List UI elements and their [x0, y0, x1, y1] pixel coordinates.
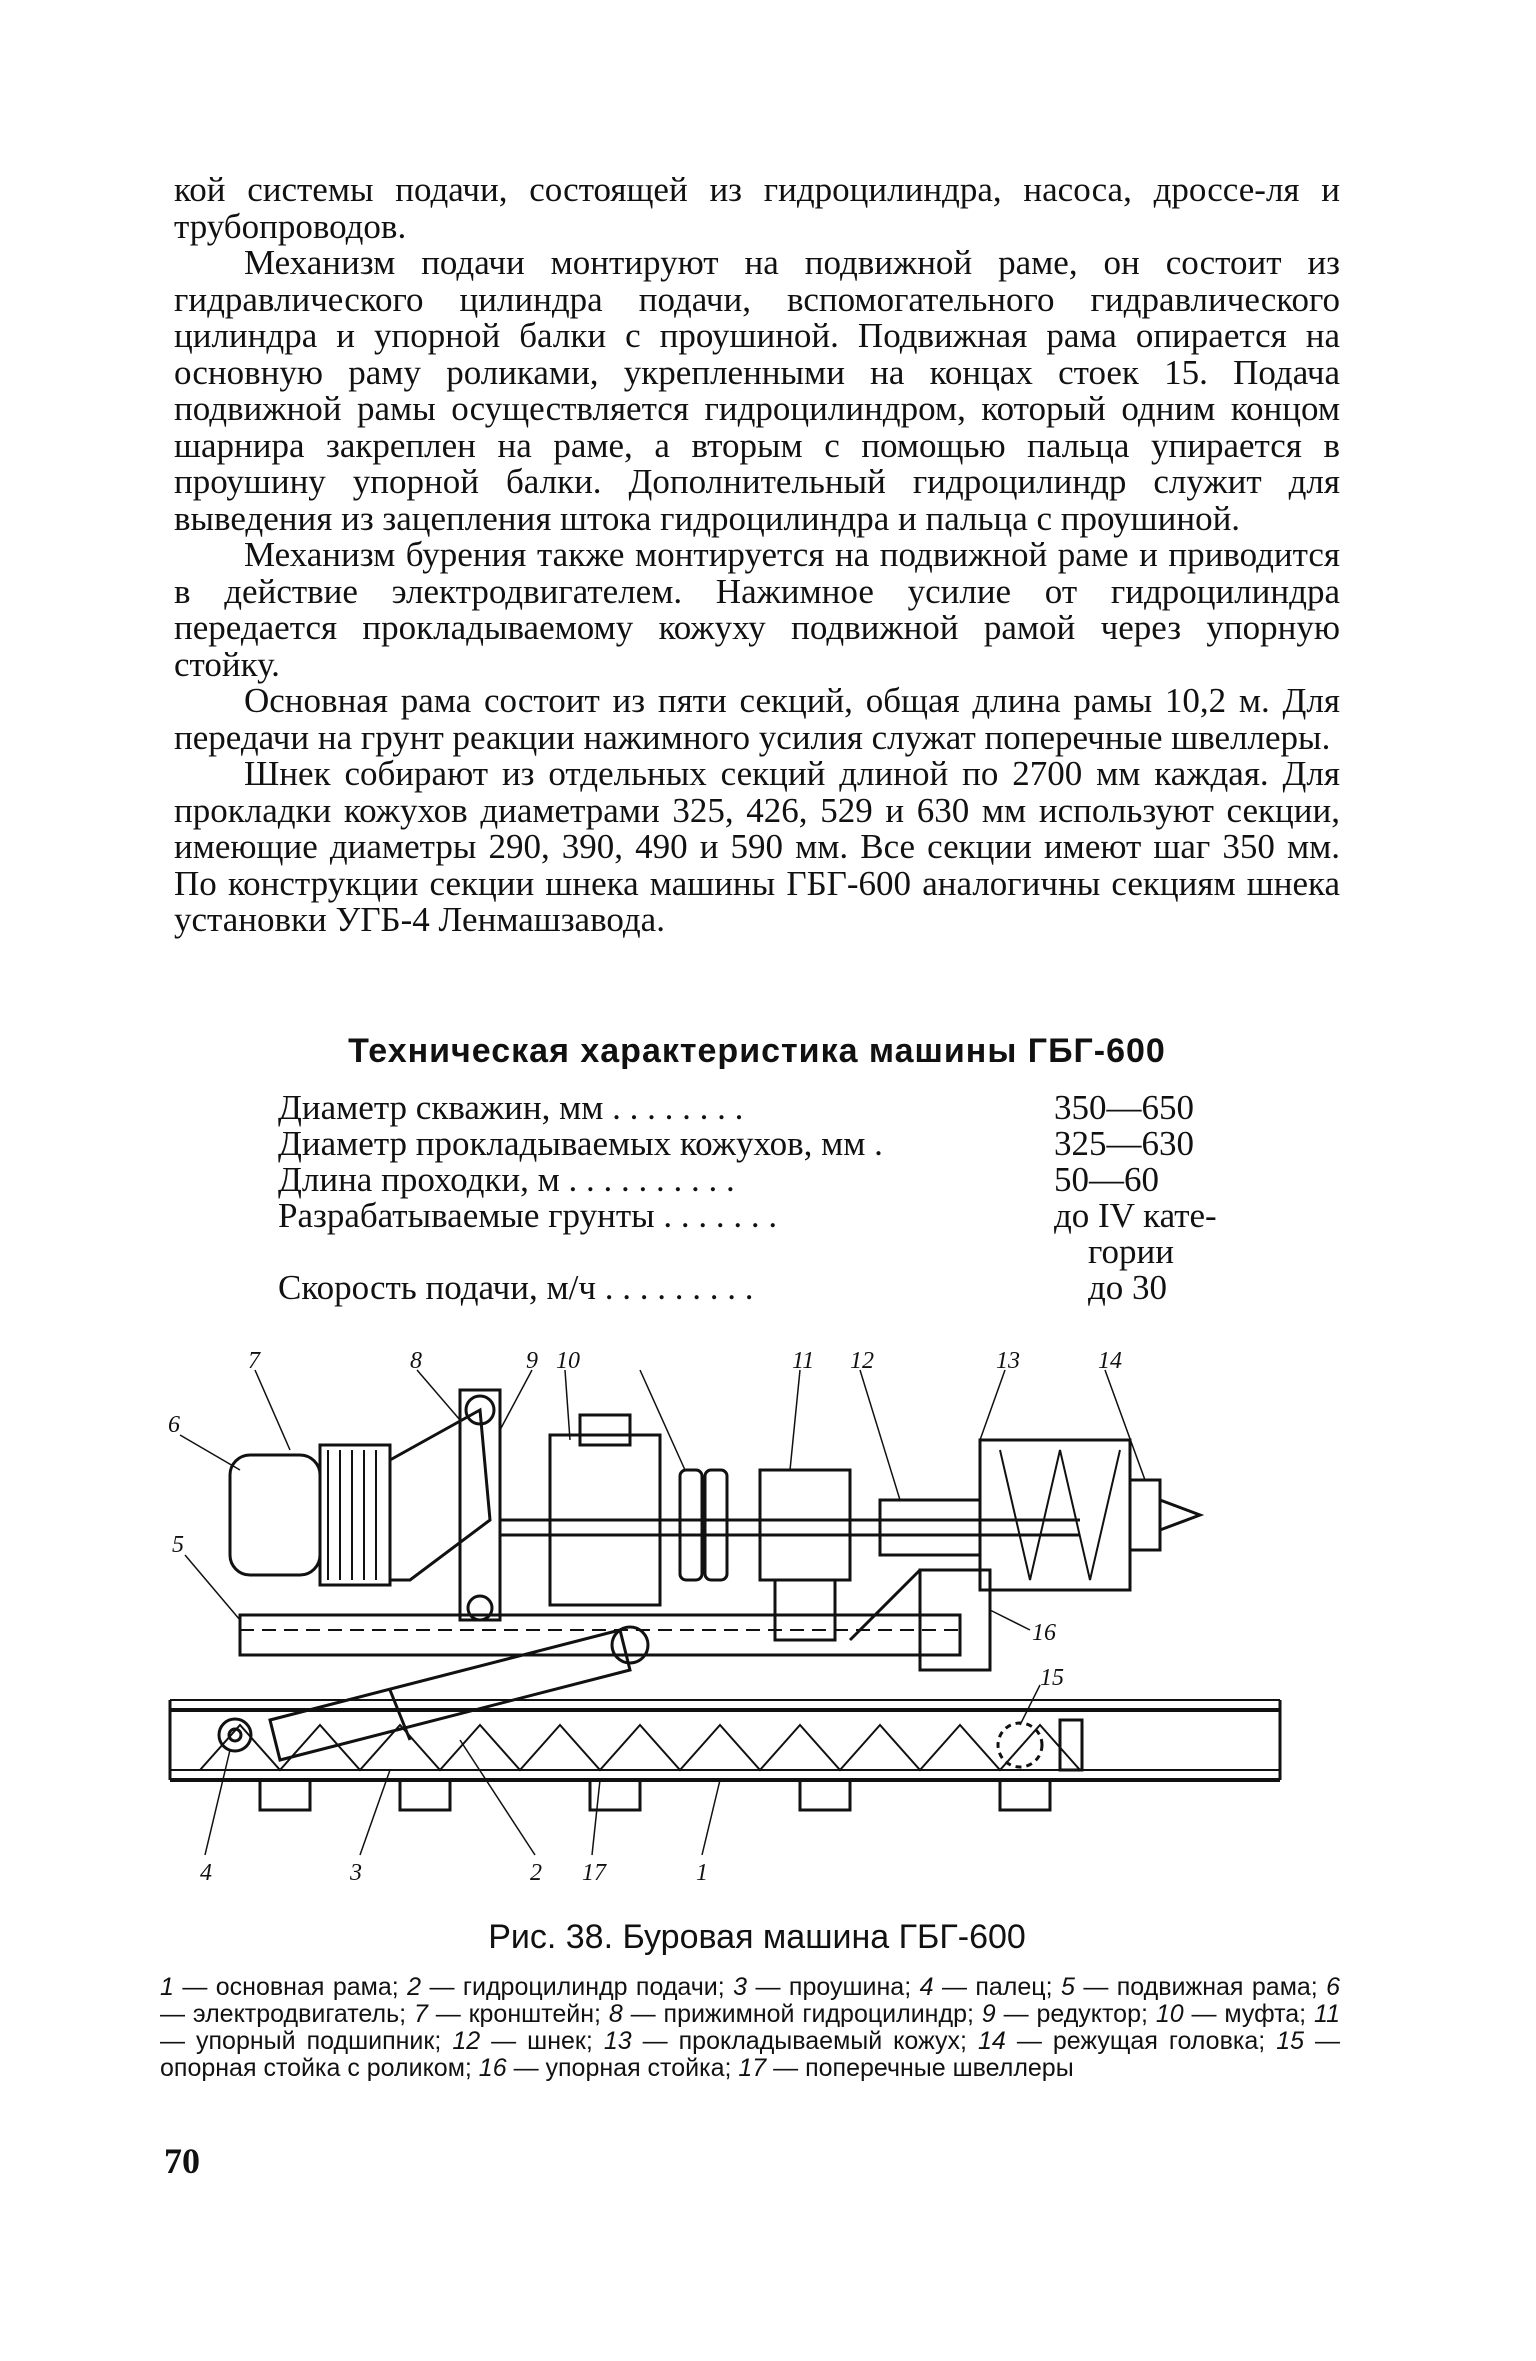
legend-text: — проушина; [755, 1973, 912, 2001]
spec-label: Разрабатываемые грунты . . . . . . . [278, 1196, 778, 1235]
legend-number: 8 [608, 2000, 623, 2028]
figure-number: 6 [168, 1412, 180, 1438]
figure-number: 3 [350, 1860, 362, 1886]
paragraph: Шнек собирают из отдельных секций длиной по 2700 мм каждая. Для прокладки кожухов диаметрами 325, 426, 529 и 630 мм используют секции, имеющие диаметры 290, 390, 490 и 590 мм. Все секции имеют шаг 350 мм. По конструкции секции шнека машины ГБГ-600 аналогичны секциям шнека установки УГБ-4 Ленмашзавода. [174, 754, 1340, 939]
legend-text: — подвижная рама; [1083, 1973, 1318, 2001]
paragraph: Основная рама состоит из пяти секций, общая длина рамы 10,2 м. Для передачи на грунт реакции нажимного усилия служат поперечные швеллеры. [174, 681, 1340, 757]
legend-item [414, 2000, 601, 2028]
legend-number: 10 [1155, 2000, 1184, 2028]
legend-text: — прижимной гидроцилиндр; [630, 2000, 974, 2028]
spec-label: Диаметр скважин, мм . . . . . . . . [278, 1088, 744, 1127]
figure-number: 11 [792, 1348, 815, 1374]
figure-number: 16 [1032, 1620, 1056, 1646]
figure-number: 4 [200, 1860, 212, 1886]
legend-text: — электродвигатель; [160, 2000, 407, 2028]
figure-number: 7 [248, 1348, 260, 1374]
legend-item [733, 1973, 911, 2001]
paragraph: кой системы подачи, состоящей из гидроцилиндра, насоса, дроссе-ля и трубопроводов. [174, 170, 1340, 246]
legend-number: 9 [981, 2000, 996, 2028]
spec-value: 350—650 [1054, 1088, 1194, 1127]
figure-number: 5 [172, 1532, 184, 1558]
legend-number: 1 [160, 1973, 174, 2001]
figure-number: 8 [410, 1348, 422, 1374]
spec-label: Диаметр прокладываемых кожухов, мм . [278, 1124, 883, 1163]
figure-number: 14 [1098, 1348, 1122, 1374]
paragraph: Механизм подачи монтируют на подвижной раме, он состоит из гидравлического цилиндра подачи, вспомогательного гидравлического цилиндра и упорной балки с проушиной. Подвижная рама опирается на основную раму роликами, укрепленными на концах стоек 15. Подача подвижной рамы осуществляется гидроцилиндром, который одним концом шарнира закреплен на раме, а вторым с помощью пальца упирается в проушину упорной балки. Дополнительный гидроцилиндр служит для выведения из зацепления штока гидроцилиндра и пальца с проушиной. [174, 243, 1340, 538]
legend-item [1156, 2000, 1306, 2028]
legend-text: — режущая головка; [1016, 2027, 1266, 2055]
legend-text: — шнек; [491, 2027, 593, 2055]
drilling-machine-diagram [160, 1340, 1380, 1920]
figure-number: 12 [850, 1348, 874, 1374]
figure-number: 15 [1040, 1665, 1064, 1691]
figure-legend [160, 1974, 1340, 2082]
figure-caption: Рис. 38. Буровая машина ГБГ-600 [488, 1918, 1026, 1956]
legend-text: — муфта; [1191, 2000, 1307, 2028]
legend-number: 3 [733, 1973, 748, 2001]
body-text [174, 172, 1340, 939]
spec-value: до IV кате- [1054, 1196, 1217, 1235]
figure-number: 13 [996, 1348, 1020, 1374]
figure-number: 10 [556, 1348, 580, 1374]
spec-value: 50—60 [1054, 1160, 1159, 1199]
legend-number: 12 [452, 2027, 481, 2055]
legend-item [982, 2000, 1148, 2028]
legend-number: 16 [478, 2054, 507, 2082]
spec-label: Скорость подачи, м/ч . . . . . . . . . [278, 1268, 754, 1307]
legend-number: 15 [1276, 2027, 1305, 2055]
legend-text: — основная рама; [182, 1973, 399, 2001]
spec-title: Техническая характеристика машины ГБГ-600 [348, 1032, 1166, 1070]
figure-number: 9 [526, 1348, 538, 1374]
figure-number: 2 [530, 1860, 542, 1886]
legend-text: — гидроцилиндр подачи; [429, 1973, 725, 2001]
legend-text: — упорная стойка; [513, 2054, 732, 2082]
spec-value: до 30 [1088, 1268, 1168, 1307]
legend-number: 7 [413, 2000, 428, 2028]
paragraph: Механизм бурения также монтируется на подвижной раме и приводится в действие электродвигателем. Нажимное усилие от гидроцилиндра передается прокладываемому кожуху подвижной рамой через упорную стойку. [174, 535, 1340, 684]
legend-text: — редуктор; [1003, 2000, 1148, 2028]
legend-number: 13 [603, 2027, 632, 2055]
spec-value: 325—630 [1054, 1124, 1194, 1163]
legend-text: — прокладываемый кожух; [642, 2027, 967, 2055]
spec-value: гории [1088, 1232, 1174, 1271]
page-number: 70 [164, 2141, 200, 2181]
legend-number: 5 [1061, 1973, 1075, 2001]
legend-item [604, 2027, 967, 2055]
legend-number: 14 [978, 2027, 1006, 2055]
legend-item [160, 1973, 399, 2001]
legend-item [479, 2054, 732, 2082]
legend-item [609, 2000, 974, 2028]
legend-item [978, 2027, 1265, 2055]
legend-number: 6 [1326, 1973, 1341, 2001]
legend-number: 2 [407, 1973, 422, 2001]
legend-text: — палец; [941, 1973, 1053, 2001]
legend-text: — кронштейн; [435, 2000, 601, 2028]
legend-item [407, 1973, 725, 2001]
legend-number: 17 [738, 2054, 767, 2082]
figure-number: 17 [582, 1860, 606, 1886]
legend-number: 11 [1314, 2000, 1340, 2028]
legend-item [920, 1973, 1053, 2001]
legend-number: 4 [919, 1973, 934, 2001]
legend-item [1061, 1973, 1318, 2001]
legend-text: — поперечные швеллеры [773, 2054, 1074, 2082]
legend-text: — упорный подшипник; [160, 2027, 442, 2055]
legend-item [452, 2027, 592, 2055]
legend-text: — опорная стойка с роликом; [160, 2027, 1341, 2082]
figure-number: 1 [696, 1860, 708, 1886]
legend-item [738, 2054, 1073, 2082]
spec-label: Длина проходки, м . . . . . . . . . . [278, 1160, 735, 1199]
